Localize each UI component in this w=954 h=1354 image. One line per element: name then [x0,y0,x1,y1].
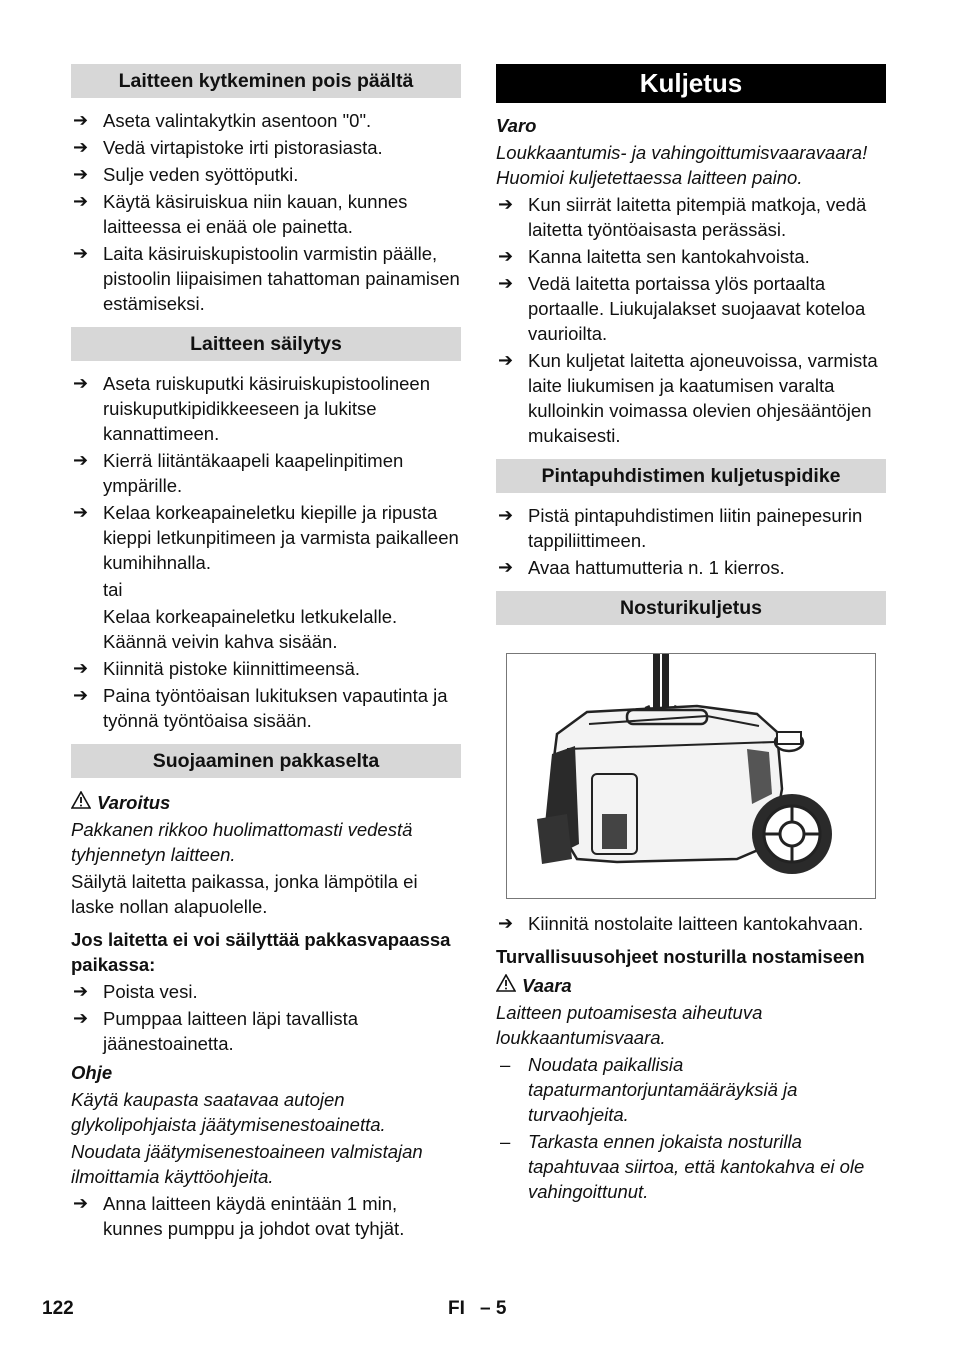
subheading: Turvallisuusohjeet nosturilla nostamiseen [496,946,865,967]
arrow-right-icon: ➔ [73,1008,89,1028]
arrow-right-icon: ➔ [498,194,514,214]
or-text: tai [103,579,123,600]
arrow-right-icon: ➔ [498,350,514,370]
arrow-right-icon: ➔ [498,505,514,525]
list-item: ➔ Kierrä liitäntäkaapeli kaapelinpitimen ympärille. [73,450,404,496]
arrow-right-icon: ➔ [73,658,89,678]
arrow-right-icon: ➔ [73,373,89,393]
section-title-surface-cleaner: Pintapuhdistimen kuljetuspidike [496,459,886,493]
list-item: ➔ Paina työntöaisan lukituksen vapautinta ja työnnä työntöaisa sisään. [73,685,448,731]
arrow-right-icon: ➔ [498,246,514,266]
list-item: ➔ Kanna laitetta sen kantokahvoista. [498,246,810,267]
warning-heading: Varoitus [71,790,461,815]
page-number: 122 [42,1298,74,1319]
arrow-right-icon: ➔ [73,502,89,522]
danger-text: Laitteen putoamisesta aiheutuva loukkaantumisvaara. [496,1002,763,1048]
arrow-right-icon: ➔ [73,1193,89,1213]
section-title-switch-off: Laitteen kytkeminen pois päältä [71,64,461,98]
list-item: – Tarkasta ennen jokaista nosturilla tapahtuvaa siirtoa, että kantokahva ei ole vahingoittunut. [500,1131,865,1202]
arrow-right-icon: ➔ [73,243,89,263]
arrow-right-icon: ➔ [73,110,89,130]
list-item: ➔ Kiinnitä nostolaite laitteen kantokahvaan. [498,913,864,934]
list-item: ➔ Kelaa korkeapaineletku kiepille ja ripusta kieppi letkunpitimeen ja varmista paikalleen kumihihnalla. [73,502,459,573]
section-title-storage: Laitteen säilytys [71,327,461,361]
list-item: ➔ Poista vesi. [73,981,198,1002]
caution-text: Loukkaantumis- ja vahingoittumisvaaravaara! Huomioi kuljetettaessa laitteen paino. [496,142,868,188]
list-item: ➔ Vedä virtapistoke irti pistorasiasta. [73,137,383,158]
list-item: ➔ Laita käsiruiskupistoolin varmistin päälle, pistoolin liipaisimen tahattoman painamisen estämiseksi. [73,243,460,314]
right-column [496,64,886,1206]
warning-triangle-icon [496,973,522,998]
chapter-title-transport: Kuljetus [496,64,886,103]
list-item: ➔ Käytä käsiruiskua niin kauan, kunnes laitteessa ei enää ole painetta. [73,191,408,237]
arrow-right-icon: ➔ [73,685,89,705]
left-column [71,64,461,1243]
caution-heading: Varo [496,115,537,136]
arrow-right-icon: ➔ [498,557,514,577]
list-item: ➔ Vedä laitetta portaissa ylös portaalta portaalle. Liukujalakset suojaavat koteloa vaurioilta. [498,273,866,344]
list-item: ➔ Avaa hattumutteria n. 1 kierros. [498,557,785,578]
list-item: – Noudata paikallisia tapaturmantorjuntamääräyksiä ja turvaohjeita. [500,1054,798,1125]
body-text: Säilytä laitetta paikassa, jonka lämpötila ei laske nollan alapuolelle. [71,871,418,917]
section-title-frost-protection: Suojaaminen pakkaselta [71,744,461,778]
warning-text: Pakkanen rikkoo huolimattomasti vedestä tyhjennetyn laitteen. [71,819,413,865]
list-item: ➔ Anna laitteen käydä enintään 1 min, kunnes pumppu ja johdot ovat tyhjät. [73,1193,405,1239]
note-text: Noudata jäätymisenestoaineen valmistajan ilmoittamia käyttöohjeita. [71,1141,423,1187]
arrow-right-icon: ➔ [498,913,514,933]
list-item: ➔ Kun siirrät laitetta pitempiä matkoja, vedä laitetta työntöaisasta perässäsi. [498,194,867,240]
list-item: ➔ Aseta valintakytkin asentoon "0". [73,110,372,131]
list-item: ➔ Sulje veden syöttöputki. [73,164,299,185]
arrow-right-icon: ➔ [73,137,89,157]
warning-triangle-icon [71,790,97,815]
footer-language: FI [448,1298,465,1319]
arrow-right-icon: ➔ [498,273,514,293]
list-item: ➔ Aseta ruiskuputki käsiruiskupistoolineen ruiskuputkipidikkeeseen ja lukitse kannattimeen. [73,373,431,444]
crane-lifting-illustration [506,653,876,899]
alternative-text: Kelaa korkeapaineletku letkukelalle. Käännä veivin kahva sisään. [103,606,398,652]
arrow-right-icon: ➔ [73,981,89,1001]
list-item: ➔ Kun kuljetat laitetta ajoneuvoissa, varmista laite liukumisen ja kaatumisen varalta kulloinkin voimassa olevien ohjesääntöjen mukaisesti. [498,350,878,446]
arrow-right-icon: ➔ [73,164,89,184]
footer-page-ref: – 5 [480,1298,507,1319]
list-item: ➔ Pistä pintapuhdistimen liitin painepesurin tappiliittimeen. [498,505,863,551]
section-title-crane-transport: Nosturikuljetus [496,591,886,625]
note-heading: Ohje [71,1062,113,1083]
arrow-right-icon: ➔ [73,450,89,470]
note-text: Käytä kaupasta saatavaa autojen glykolipohjaista jäätymisenestoainetta. [71,1089,386,1135]
list-item: ➔ Pumppaa laitteen läpi tavallista jäänestoainetta. [73,1008,359,1054]
arrow-right-icon: ➔ [73,191,89,211]
subheading: Jos laitetta ei voi säilyttää pakkasvapaassa paikassa: [71,929,451,975]
list-item: ➔ Kiinnitä pistoke kiinnittimeensä. [73,658,361,679]
danger-heading: Vaara [496,973,886,998]
